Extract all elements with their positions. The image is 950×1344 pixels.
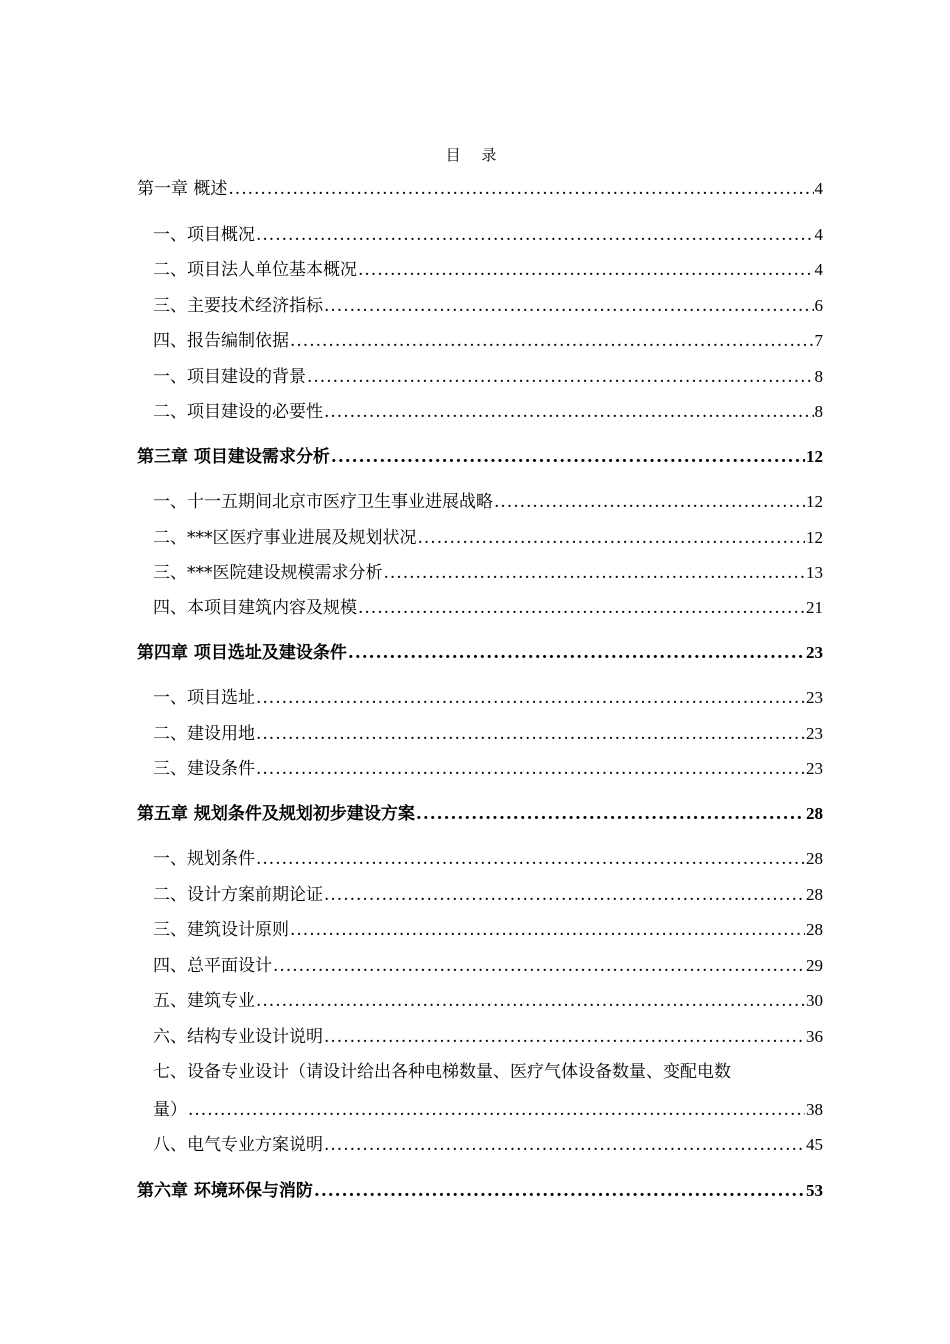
toc-entry-label: 二、项目建设的必要性 bbox=[153, 402, 323, 422]
toc-entry-section[interactable] bbox=[153, 562, 823, 584]
toc-leader-dots bbox=[348, 642, 805, 664]
toc-entry-label: 二、建设用地 bbox=[153, 724, 255, 744]
toc-entry-page: 4 bbox=[814, 225, 823, 244]
toc-leader-dots bbox=[256, 990, 805, 1012]
toc-entry-label: 二、***区医疗事业进展及规划状况 bbox=[153, 528, 417, 548]
toc-entry-page: 12 bbox=[806, 447, 823, 466]
toc-leader-dots bbox=[416, 803, 805, 825]
toc-entry-label: 二、项目法人单位基本概况 bbox=[153, 260, 357, 280]
toc-entry-section[interactable] bbox=[153, 1099, 823, 1121]
toc-entry-label: 三、主要技术经济指标 bbox=[153, 296, 323, 316]
toc-leader-dots bbox=[494, 491, 805, 513]
toc-entry-page: 29 bbox=[806, 956, 823, 975]
toc-leader-dots bbox=[314, 1180, 805, 1202]
toc-leader-dots bbox=[188, 1099, 805, 1121]
toc-entry-chapter-3[interactable] bbox=[137, 446, 823, 468]
toc-leader-dots bbox=[307, 366, 814, 388]
toc-entry-label-wrapped-line[interactable]: 七、设备专业设计（请设计给出各种电梯数量、医疗气体设备数量、变配电数 bbox=[153, 1062, 731, 1082]
toc-entry-section[interactable] bbox=[153, 527, 823, 549]
toc-entry-page: 45 bbox=[806, 1135, 823, 1154]
toc-leader-dots bbox=[273, 955, 805, 977]
toc-entry-label: 第一章 概述 bbox=[137, 179, 228, 199]
toc-entry-chapter-4[interactable] bbox=[137, 642, 823, 664]
toc-leader-dots bbox=[256, 687, 805, 709]
toc-leader-dots bbox=[324, 295, 814, 317]
toc-leader-dots bbox=[358, 597, 805, 619]
toc-entry-label: 四、报告编制依据 bbox=[153, 331, 289, 351]
toc-entry-section[interactable] bbox=[153, 491, 823, 513]
toc-entry-page: 8 bbox=[814, 402, 823, 421]
toc-entry-label: 第六章 环境环保与消防 bbox=[137, 1181, 313, 1201]
toc-leader-dots bbox=[256, 848, 805, 870]
toc-entry-page: 23 bbox=[806, 688, 823, 707]
toc-leader-dots bbox=[256, 723, 805, 745]
toc-entry-chapter-1[interactable] bbox=[137, 178, 823, 200]
toc-entry-label: 第五章 规划条件及规划初步建设方案 bbox=[137, 804, 415, 824]
toc-entry-label: 一、项目选址 bbox=[153, 688, 255, 708]
toc-entry-label: 第四章 项目选址及建设条件 bbox=[137, 643, 347, 663]
toc-entry-page: 23 bbox=[806, 643, 823, 662]
toc-entry-section[interactable] bbox=[153, 1026, 823, 1048]
toc-entry-page: 12 bbox=[806, 528, 823, 547]
toc-entry-section[interactable] bbox=[153, 224, 823, 246]
toc-leader-dots bbox=[228, 178, 813, 200]
toc-entry-label: 四、本项目建筑内容及规模 bbox=[153, 598, 357, 618]
toc-entry-section[interactable] bbox=[153, 1134, 823, 1156]
toc-entry-label: 三、建设条件 bbox=[153, 759, 255, 779]
toc-leader-dots bbox=[358, 259, 814, 281]
toc-entry-section[interactable] bbox=[153, 955, 823, 977]
toc-entry-page: 28 bbox=[806, 920, 823, 939]
toc-entry-label: 三、建筑设计原则 bbox=[153, 920, 289, 940]
toc-entry-page: 23 bbox=[806, 724, 823, 743]
toc-entry-page: 4 bbox=[814, 179, 823, 198]
toc-entry-chapter-5[interactable] bbox=[137, 803, 823, 825]
toc-leader-dots bbox=[384, 562, 806, 584]
toc-entry-section[interactable] bbox=[153, 401, 823, 423]
toc-entry-page: 8 bbox=[814, 367, 823, 386]
toc-entry-label: 一、项目概况 bbox=[153, 225, 255, 245]
toc-leader-dots bbox=[290, 330, 814, 352]
toc-entry-page: 21 bbox=[806, 598, 823, 617]
toc-entry-label: 二、设计方案前期论证 bbox=[153, 885, 323, 905]
toc-entry-section[interactable] bbox=[153, 259, 823, 281]
toc-entry-page: 38 bbox=[806, 1100, 823, 1119]
toc-leader-dots bbox=[256, 758, 805, 780]
toc-entry-section[interactable] bbox=[153, 295, 823, 317]
toc-leader-dots bbox=[324, 401, 814, 423]
toc-leader-dots bbox=[256, 224, 814, 246]
toc-entry-page: 28 bbox=[806, 849, 823, 868]
toc-entry-section[interactable] bbox=[153, 758, 823, 780]
toc-entry-page: 28 bbox=[806, 885, 823, 904]
toc-entry-section[interactable] bbox=[153, 884, 823, 906]
toc-entry-page: 36 bbox=[806, 1027, 823, 1046]
toc-entry-page: 53 bbox=[806, 1181, 823, 1200]
toc-entry-page: 6 bbox=[814, 296, 823, 315]
toc-entry-page: 7 bbox=[814, 331, 823, 350]
toc-entry-page: 28 bbox=[806, 804, 823, 823]
toc-entry-page: 12 bbox=[806, 492, 823, 511]
toc-entry-section[interactable] bbox=[153, 366, 823, 388]
toc-leader-dots bbox=[324, 1134, 805, 1156]
toc-entry-label: 一、十一五期间北京市医疗卫生事业进展战略 bbox=[153, 492, 493, 512]
toc-entry-section[interactable] bbox=[153, 848, 823, 870]
toc-leader-dots bbox=[324, 884, 805, 906]
toc-leader-dots bbox=[290, 919, 805, 941]
toc-entry-page: 23 bbox=[806, 759, 823, 778]
toc-leader-dots bbox=[331, 446, 805, 468]
toc-entry-label: 三、***医院建设规模需求分析 bbox=[153, 563, 383, 583]
toc-entry-label: 五、建筑专业 bbox=[153, 991, 255, 1011]
toc-title: 目 录 bbox=[445, 146, 505, 164]
toc-entry-chapter-6[interactable] bbox=[137, 1180, 823, 1202]
toc-entry-label: 六、结构专业设计说明 bbox=[153, 1027, 323, 1047]
toc-leader-dots bbox=[324, 1026, 805, 1048]
toc-entry-section[interactable] bbox=[153, 687, 823, 709]
toc-entry-section[interactable] bbox=[153, 723, 823, 745]
toc-entry-section[interactable] bbox=[153, 919, 823, 941]
toc-entry-section[interactable] bbox=[153, 330, 823, 352]
toc-entry-section[interactable] bbox=[153, 597, 823, 619]
toc-entry-page: 4 bbox=[814, 260, 823, 279]
toc-entry-page: 30 bbox=[806, 991, 823, 1010]
toc-entry-section[interactable] bbox=[153, 990, 823, 1012]
toc-entry-label: 四、总平面设计 bbox=[153, 956, 272, 976]
toc-entry-page: 13 bbox=[806, 563, 823, 582]
toc-entry-label: 一、规划条件 bbox=[153, 849, 255, 869]
toc-leader-dots bbox=[418, 527, 806, 549]
toc-entry-label: 一、项目建设的背景 bbox=[153, 367, 306, 387]
toc-entry-label: 八、电气专业方案说明 bbox=[153, 1135, 323, 1155]
toc-entry-label: 第三章 项目建设需求分析 bbox=[137, 447, 330, 467]
toc-entry-label: 量） bbox=[153, 1100, 187, 1120]
